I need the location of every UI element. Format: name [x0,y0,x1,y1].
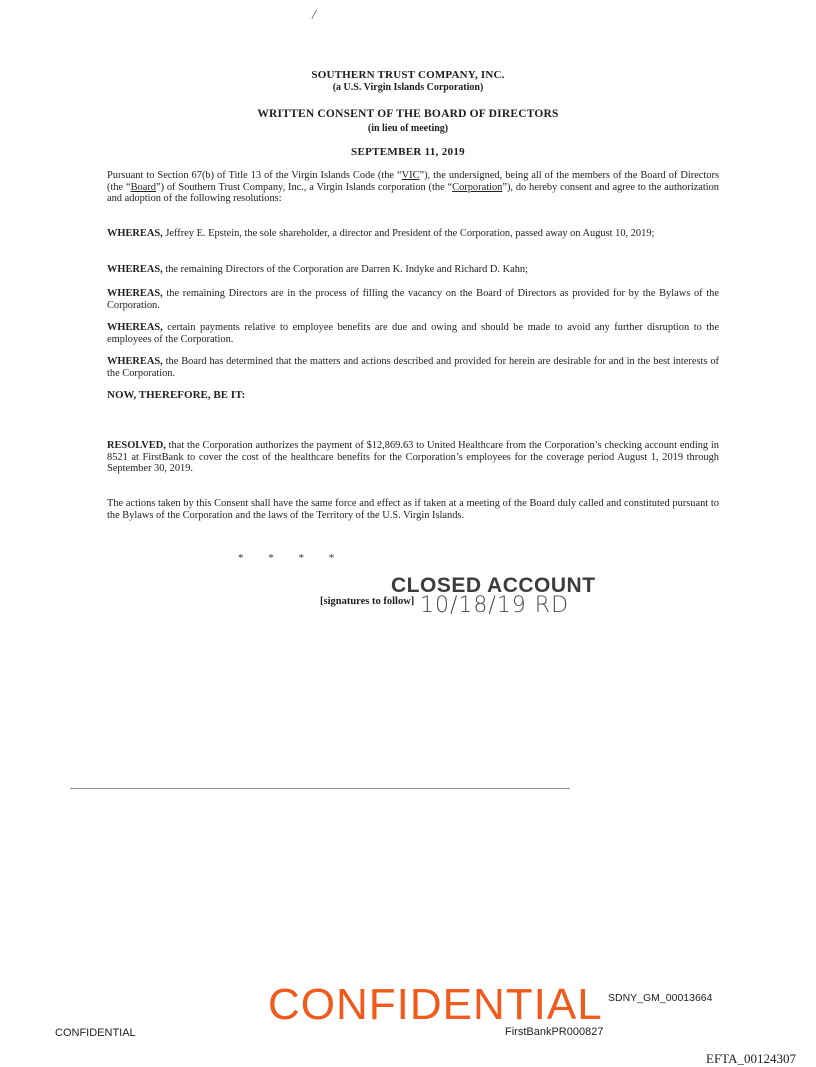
separator-stars: * * * * [238,552,335,564]
resolved-paragraph [107,440,719,475]
whereas-text-5: the Board has determined that the matters and actions described and provided for herein are desirable for and in the best interests of the Corporation. [107,356,719,379]
bates-sdny: SDNY_GM_00013664 [608,992,713,1004]
intro-text-4: ”), do hereby consent and agree to the authorization and adoption of the following resolutions: [107,181,719,205]
page-divider-line [70,788,570,789]
whereas-text-1: Jeffrey E. Epstein, the sole shareholder, a director and President of the Corporation, passed away on August 10, 2019; [165,228,655,239]
whereas-paragraph-2 [107,264,719,276]
resolved-text: that the Corporation authorizes the payment of $12,869.63 to United Healthcare from the Corporation’s checking account ending in 8521 at FirstBank to cover the cost of the healthcare benefits for the Corporation’s employees for the coverage period August 1, 2019 through September 30, 2019. [107,440,719,475]
whereas-paragraph-5 [107,356,719,379]
signatures-to-follow: [signatures to follow] [320,596,415,607]
defined-term-board: Board [130,181,156,193]
whereas-label: WHEREAS, [107,356,163,367]
efta-number: EFTA_00124307 [706,1051,796,1066]
whereas-label: WHEREAS, [107,322,163,333]
top-handwritten-mark: / [312,8,316,23]
closing-paragraph: The actions taken by this Consent shall have the same force and effect as if taken at a meeting of the Board duly called and constituted pursuant to the Bylaws of the Corporation and the laws of the Territory of the U.S. Virgin Islands. [107,498,719,521]
document-title-note: (in lieu of meeting) [367,123,449,134]
defined-term-vic: VIC [401,170,420,181]
company-subtitle: (a U.S. Virgin Islands Corporation) [332,82,484,93]
whereas-text-3: the remaining Directors are in the process of filling the vacancy on the Board of Directors as provided for by the Bylaws of the Corporation. [107,288,719,311]
whereas-label: WHEREAS, [107,228,163,239]
confidential-footer-label: CONFIDENTIAL [55,1027,136,1039]
bates-firstbank: FirstBankPR000827 [505,1026,604,1038]
whereas-paragraph-1 [107,228,719,240]
whereas-text-4: certain payments relative to employee benefits are due and owing and should be made to avoid any further disruption to the employees of the Corporation. [107,322,719,345]
document-date: SEPTEMBER 11, 2019 [351,146,465,158]
now-therefore-heading: NOW, THEREFORE, BE IT: [107,389,246,401]
whereas-paragraph-4 [107,322,719,345]
intro-text-2: ”), the undersigned, being all of the members of the Board of Directors (the “ [107,170,719,193]
whereas-label: WHEREAS, [107,288,163,299]
whereas-label: WHEREAS, [107,264,163,275]
resolved-label: RESOLVED, [107,440,166,451]
intro-paragraph [107,170,719,205]
document-title: WRITTEN CONSENT OF THE BOARD OF DIRECTORS [257,108,559,120]
whereas-text-2: the remaining Directors of the Corporation are Darren K. Indyke and Richard D. Kahn; [165,264,529,275]
company-name: SOUTHERN TRUST COMPANY, INC. [311,69,505,81]
confidential-watermark: CONFIDENTIAL [268,980,603,1029]
intro-text-1: Pursuant to Section 67(b) of Title 13 of the Virgin Islands Code (the “ [107,170,402,181]
closed-account-stamp: CLOSED ACCOUNT [391,574,596,597]
defined-term-corporation: Corporation [452,181,503,193]
intro-text-3: ”) of Southern Trust Company, Inc., a Virgin Islands corporation (the “ [155,181,453,193]
whereas-paragraph-3 [107,288,719,311]
closed-account-date-handwritten: 10/18/19 RD [420,593,570,618]
